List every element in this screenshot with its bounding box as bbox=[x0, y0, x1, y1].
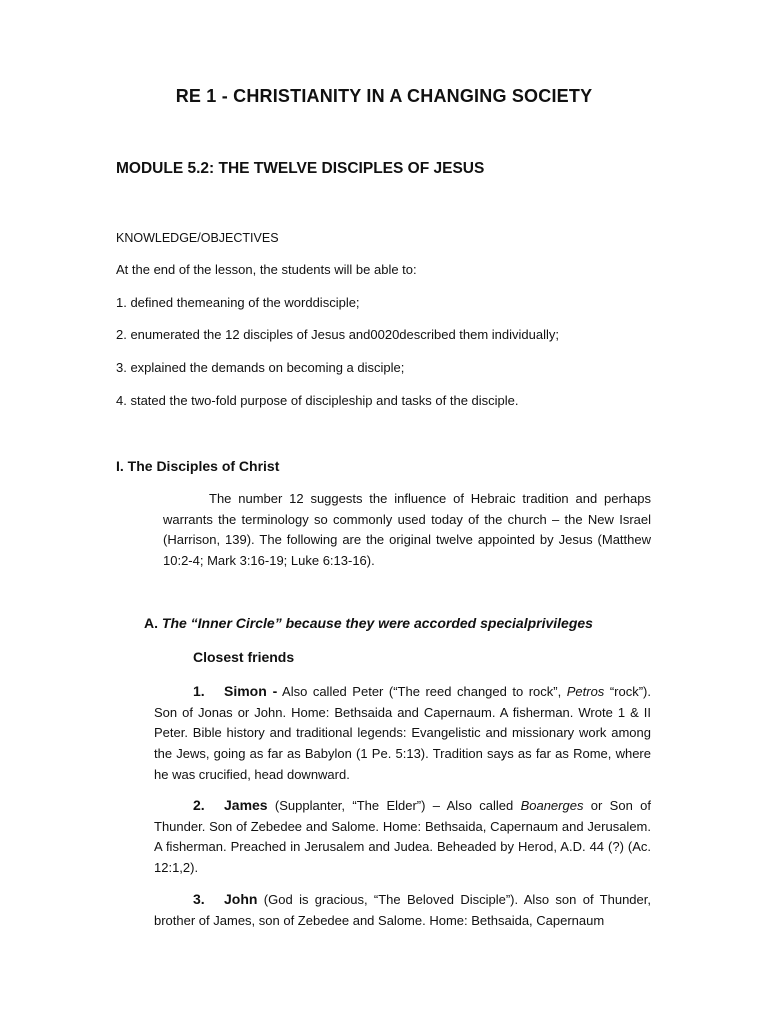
section-heading: I. The Disciples of Christ bbox=[116, 458, 280, 474]
subsection-label: A. bbox=[144, 615, 162, 631]
objective-item: 2. enumerated the 12 disciples of Jesus and0020described them individually; bbox=[116, 327, 559, 342]
subsection-heading bbox=[144, 615, 593, 631]
objective-item: 4. stated the two-fold purpose of discipleship and tasks of the disciple. bbox=[116, 393, 519, 408]
subsection-title: The “Inner Circle” because they were accorded specialprivileges bbox=[161, 615, 593, 631]
disciple-text: (God is gracious, “The Beloved Disciple”). Also son of Thunder, brother of James, son of Zebedee and Salome. Home: Bethsaida, Capernaum bbox=[154, 892, 651, 928]
document-title: RE 1 - CHRISTIANITY IN A CHANGING SOCIETY bbox=[175, 86, 593, 106]
disciple-number: 3. bbox=[193, 891, 205, 907]
disciple-emphasis: Petros bbox=[566, 684, 605, 699]
section-paragraph-text: The number 12 suggests the influence of Hebraic tradition and perhaps warrants the terminology so commonly used today of the church – the New Israel (Harrison, 139). The following are the original twelve appointed by Jesus (Matthew 10:2-4; Mark 3:16-19; Luke 6:13-16). bbox=[163, 491, 651, 569]
objective-item: 1. defined themeaning of the worddisciple; bbox=[116, 295, 360, 310]
disciple-number: 2. bbox=[193, 797, 205, 813]
disciple-text: “rock”). Son of Jonas or John. Home: Bethsaida and Capernaum. A fisherman. Wrote 1 & II Peter. Bible history and traditional legends: Evangelistic and missionary work among the Jews, going as far as Babylon (1 Pe. 5:13). Tradition says as far as Rome, where he was crucified, head downward. bbox=[154, 684, 651, 782]
disciple-name: Simon - bbox=[224, 683, 278, 699]
disciple-number: 1. bbox=[193, 683, 205, 699]
disciple-text: or Son of Thunder. Son of Zebedee and Salome. Home: Bethsaida, Capernaum and Jerusalem. A fisherman. Preached in Jerusalem and Judea. Beheaded by Herod, A.D. 44 (?) (Ac. 12:1,2). bbox=[154, 798, 651, 876]
disciple-text: Also called Peter (“The reed changed to rock”, bbox=[277, 684, 567, 699]
subsection-subheading: Closest friends bbox=[193, 649, 295, 665]
objective-item: 3. explained the demands on becoming a disciple; bbox=[116, 360, 405, 375]
disciple-emphasis: Boanerges bbox=[520, 798, 584, 813]
section-paragraph bbox=[163, 489, 651, 572]
disciple-name: James bbox=[224, 797, 268, 813]
disciple-entry bbox=[154, 889, 651, 931]
objectives-intro: At the end of the lesson, the students will be able to: bbox=[116, 262, 417, 277]
disciple-name: John bbox=[224, 891, 258, 907]
module-title: MODULE 5.2: THE TWELVE DISCIPLES OF JESUS bbox=[116, 160, 485, 177]
objectives-heading: KNOWLEDGE/OBJECTIVES bbox=[116, 231, 279, 245]
disciple-text: (Supplanter, “The Elder”) – Also called bbox=[267, 798, 521, 813]
disciple-entry bbox=[154, 681, 651, 786]
disciple-entry bbox=[154, 795, 651, 879]
